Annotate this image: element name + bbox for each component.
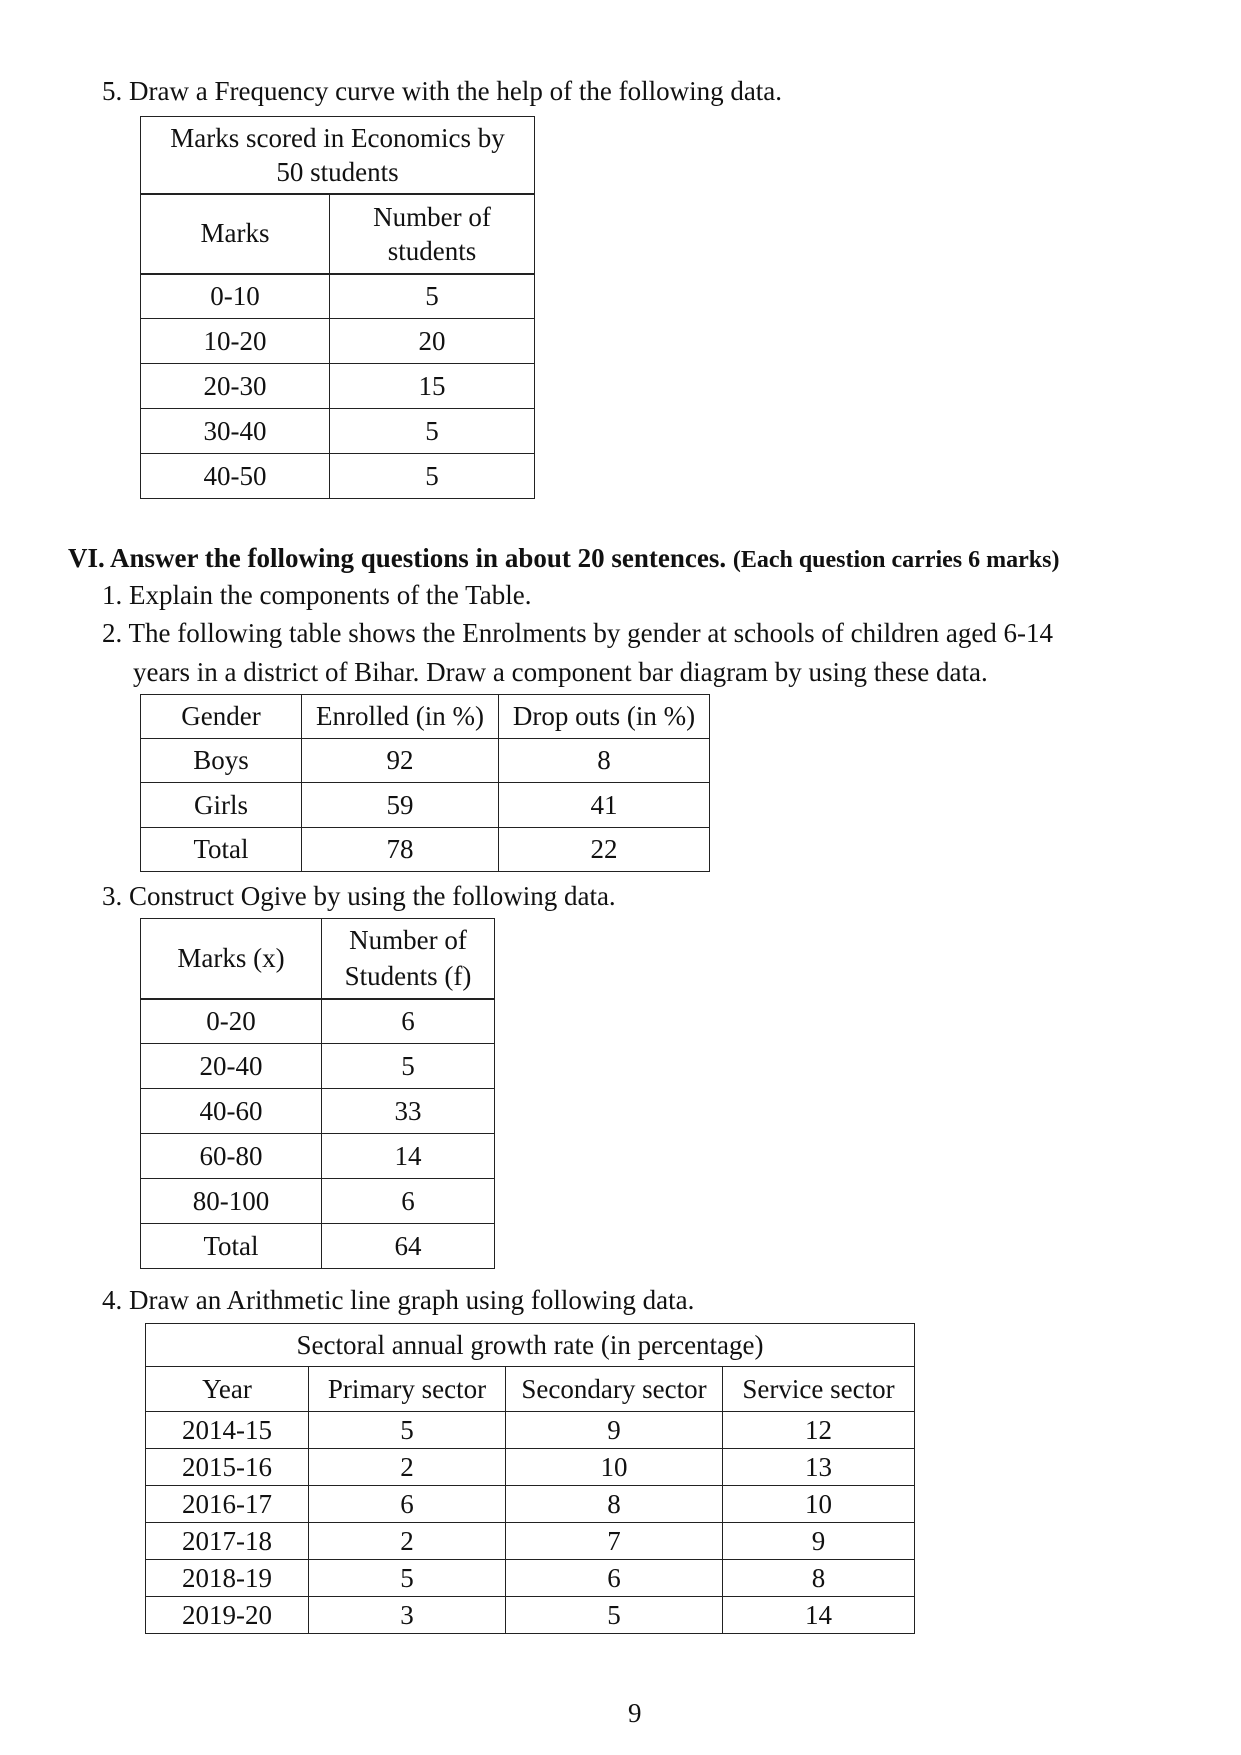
cell-service: 10 — [723, 1486, 915, 1523]
question-2-line-2: years in a district of Bihar. Draw a component bar diagram by using these data. — [133, 657, 988, 687]
table-row — [141, 783, 710, 828]
col-header-students-line2: students — [387, 235, 477, 266]
table-row — [141, 364, 535, 409]
caption-line-1: Marks scored in Economics by — [170, 122, 505, 153]
table-row — [146, 1486, 915, 1523]
cell-service: 8 — [723, 1560, 915, 1597]
cell-students: 15 — [330, 364, 535, 409]
cell-dropouts: 41 — [499, 783, 710, 828]
table-row — [141, 319, 535, 364]
col-header-enrolled: Enrolled (in %) — [302, 695, 499, 739]
col-header-students — [330, 194, 535, 274]
cell-primary: 2 — [309, 1449, 506, 1486]
cell-service: 12 — [723, 1412, 915, 1449]
cell-frequency: 14 — [322, 1134, 495, 1179]
cell-frequency: 64 — [322, 1224, 495, 1269]
cell-marks: 40-50 — [141, 454, 330, 499]
col-header-students — [322, 919, 495, 999]
cell-frequency: 5 — [322, 1044, 495, 1089]
table-header-row — [146, 1367, 915, 1412]
cell-frequency: 6 — [322, 999, 495, 1044]
frequency-table — [140, 116, 535, 499]
question-3-text: 3. Construct Ogive by using the following data. — [102, 881, 616, 911]
ogive-table — [140, 918, 495, 1269]
cell-marks: Total — [141, 1224, 322, 1269]
cell-dropouts: 22 — [499, 828, 710, 872]
cell-students: 5 — [330, 274, 535, 319]
cell-year: 2017-18 — [146, 1523, 309, 1560]
cell-gender: Girls — [141, 783, 302, 828]
table-row — [141, 999, 495, 1044]
gender-enrolment-table — [140, 694, 710, 872]
cell-marks: 0-10 — [141, 274, 330, 319]
caption-line-2: 50 students — [276, 156, 399, 187]
cell-marks: 20-30 — [141, 364, 330, 409]
cell-year: 2018-19 — [146, 1560, 309, 1597]
cell-year: 2015-16 — [146, 1449, 309, 1486]
cell-frequency: 33 — [322, 1089, 495, 1134]
section-6-heading — [68, 541, 1059, 577]
col-header-year: Year — [146, 1367, 309, 1412]
table-row — [141, 1134, 495, 1179]
cell-students: 5 — [330, 454, 535, 499]
col-header-primary: Primary sector — [309, 1367, 506, 1412]
question-4-text: 4. Draw an Arithmetic line graph using following data. — [102, 1285, 695, 1315]
cell-frequency: 6 — [322, 1179, 495, 1224]
table-row — [146, 1560, 915, 1597]
cell-secondary: 8 — [506, 1486, 723, 1523]
table-row — [141, 274, 535, 319]
cell-primary: 5 — [309, 1560, 506, 1597]
cell-marks: 20-40 — [141, 1044, 322, 1089]
table-caption-row — [146, 1324, 915, 1367]
cell-primary: 5 — [309, 1412, 506, 1449]
table-row — [146, 1412, 915, 1449]
col-header-dropouts: Drop outs (in %) — [499, 695, 710, 739]
cell-marks: 60-80 — [141, 1134, 322, 1179]
cell-primary: 6 — [309, 1486, 506, 1523]
cell-secondary: 10 — [506, 1449, 723, 1486]
cell-dropouts: 8 — [499, 739, 710, 783]
col-header-gender: Gender — [141, 695, 302, 739]
table-header-row — [141, 695, 710, 739]
table-row — [141, 1224, 495, 1269]
cell-marks: 40-60 — [141, 1089, 322, 1134]
col-header-students-line2: Students (f) — [344, 961, 472, 992]
cell-secondary: 6 — [506, 1560, 723, 1597]
question-1-text: 1. Explain the components of the Table. — [102, 580, 532, 610]
col-header-secondary: Secondary sector — [506, 1367, 723, 1412]
cell-secondary: 9 — [506, 1412, 723, 1449]
cell-marks: 10-20 — [141, 319, 330, 364]
col-header-students-line1: Number of — [373, 201, 491, 232]
table-row — [141, 409, 535, 454]
cell-enrolled: 59 — [302, 783, 499, 828]
table-header-row — [141, 919, 495, 999]
section-marks-note: (Each question carries 6 marks) — [732, 547, 1060, 573]
cell-students: 5 — [330, 409, 535, 454]
growth-rate-table — [145, 1323, 915, 1634]
col-header-service: Service sector — [723, 1367, 915, 1412]
cell-secondary: 5 — [506, 1597, 723, 1634]
question-2-line-1: 2. The following table shows the Enrolments by gender at schools of children aged 6-14 — [102, 618, 1054, 648]
table-row — [146, 1597, 915, 1634]
cell-year: 2014-15 — [146, 1412, 309, 1449]
cell-service: 14 — [723, 1597, 915, 1634]
table-row — [141, 1089, 495, 1134]
table-row — [146, 1449, 915, 1486]
cell-primary: 3 — [309, 1597, 506, 1634]
col-header-marks: Marks — [141, 194, 330, 274]
cell-year: 2016-17 — [146, 1486, 309, 1523]
cell-secondary: 7 — [506, 1523, 723, 1560]
frequency-table-caption — [141, 117, 535, 194]
cell-year: 2019-20 — [146, 1597, 309, 1634]
cell-enrolled: 92 — [302, 739, 499, 783]
table-row — [141, 454, 535, 499]
table-row — [141, 739, 710, 783]
table-row — [141, 1044, 495, 1089]
section-heading-text: VI. Answer the following questions in about 20 sentences. — [68, 543, 727, 573]
table-row — [141, 828, 710, 872]
cell-enrolled: 78 — [302, 828, 499, 872]
table-row — [141, 1179, 495, 1224]
cell-service: 9 — [723, 1523, 915, 1560]
cell-primary: 2 — [309, 1523, 506, 1560]
cell-gender: Total — [141, 828, 302, 872]
page-number: 9 — [628, 1698, 642, 1728]
table-row — [146, 1523, 915, 1560]
cell-service: 13 — [723, 1449, 915, 1486]
cell-students: 20 — [330, 319, 535, 364]
col-header-students-line1: Number of — [349, 925, 467, 956]
cell-marks: 80-100 — [141, 1179, 322, 1224]
cell-marks: 0-20 — [141, 999, 322, 1044]
cell-marks: 30-40 — [141, 409, 330, 454]
col-header-marks: Marks (x) — [141, 919, 322, 999]
cell-gender: Boys — [141, 739, 302, 783]
growth-table-caption: Sectoral annual growth rate (in percentage) — [146, 1324, 915, 1367]
question-5-text: 5. Draw a Frequency curve with the help of the following data. — [102, 76, 783, 106]
